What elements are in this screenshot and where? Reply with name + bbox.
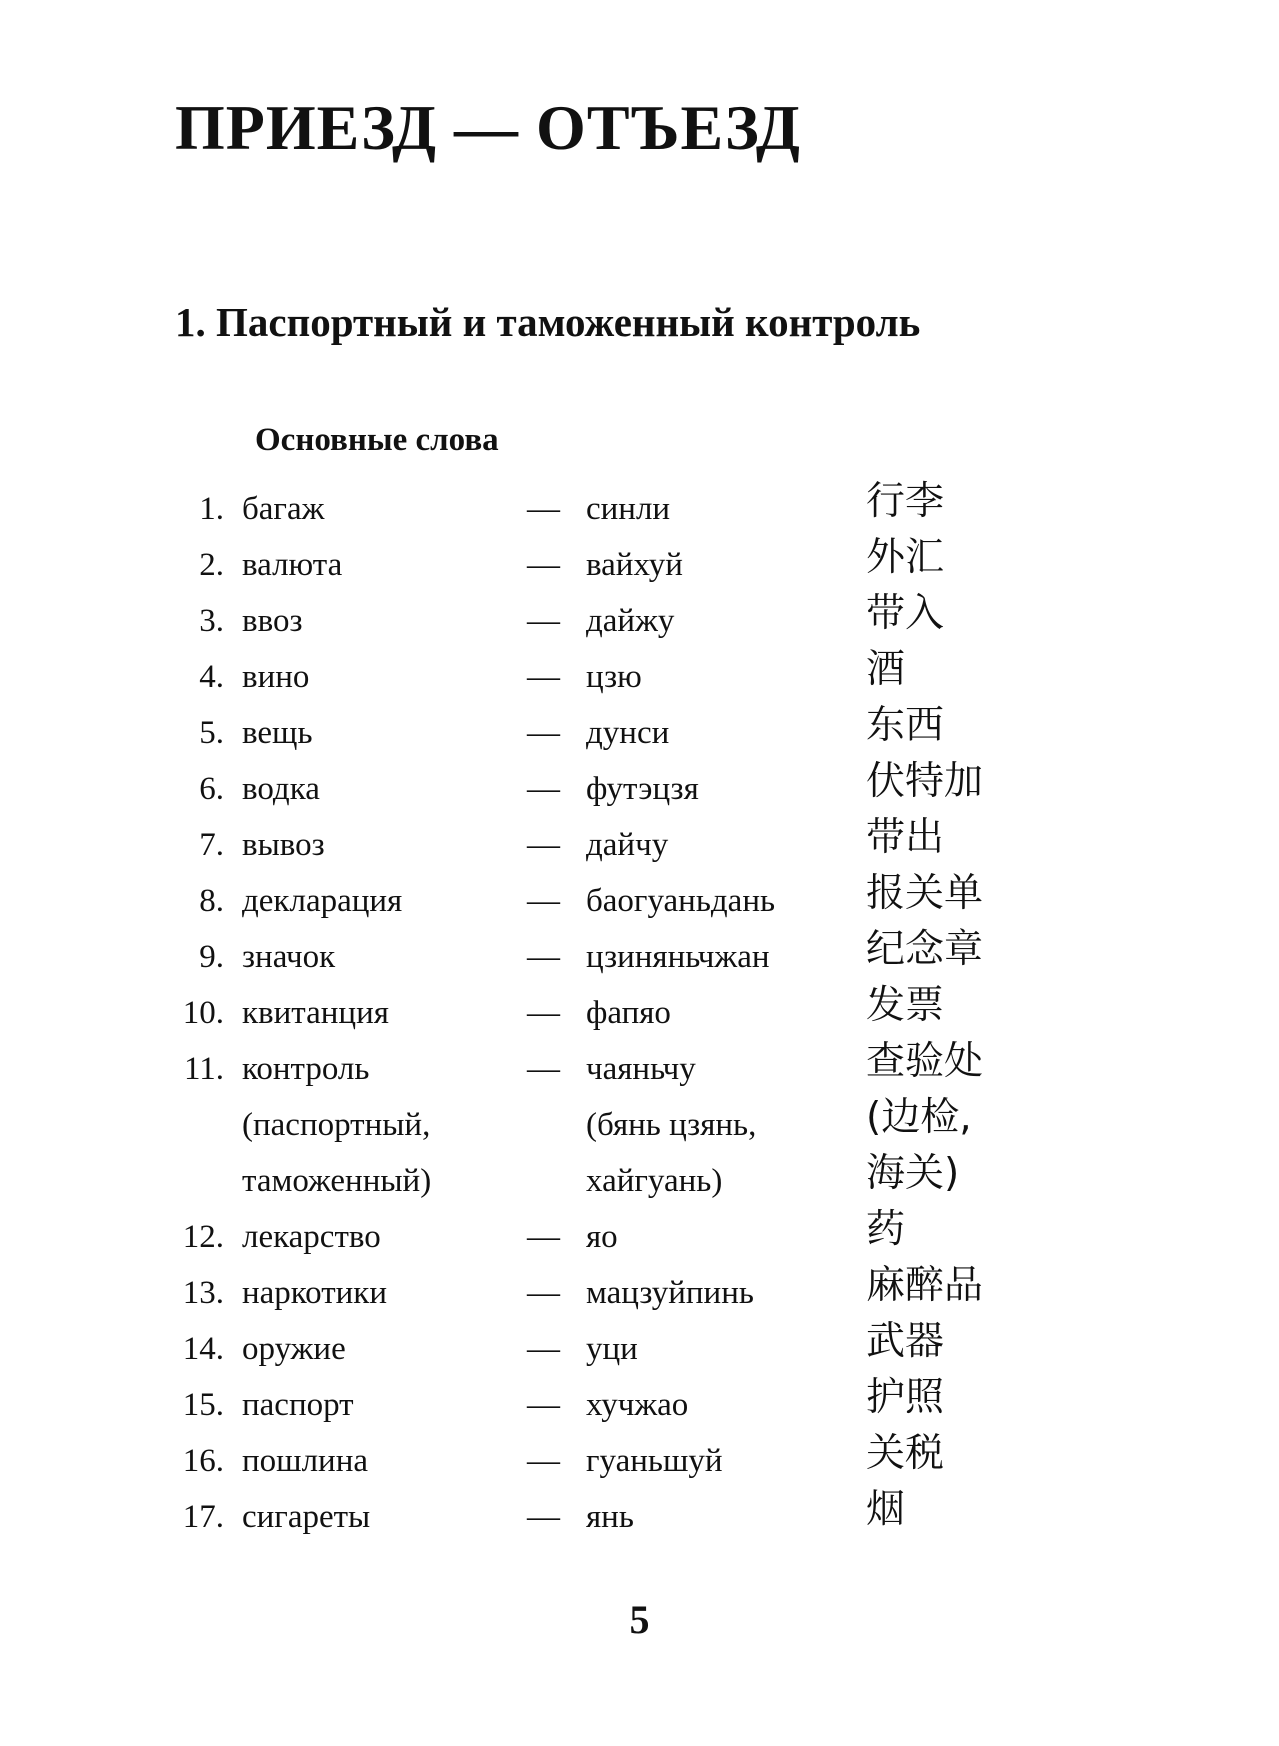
russian-word: вино (242, 659, 310, 695)
entry-number: 2. (199, 547, 224, 583)
chinese-word: 酒 (866, 647, 906, 692)
chinese-word: 烟 (866, 1487, 906, 1532)
russian-word: сигареты (242, 1499, 371, 1535)
dash-separator: — (527, 1219, 560, 1255)
page-number: 5 (629, 1597, 650, 1642)
transcription: цзиняньчжан (586, 939, 770, 975)
dash-separator: — (527, 715, 560, 751)
russian-word: паспорт (242, 1387, 354, 1423)
entry-number: 12. (182, 1219, 224, 1255)
vocab-row (0, 761, 1279, 817)
dash-separator: — (527, 1331, 560, 1367)
vocab-row (0, 705, 1279, 761)
chinese-word: 麻醉品 (866, 1263, 984, 1308)
chinese-word: 药 (866, 1207, 906, 1252)
subsection-title: Основные слова (255, 422, 499, 458)
entry-number: 6. (199, 771, 224, 807)
chinese-word: 带入 (866, 591, 945, 636)
russian-word: наркотики (242, 1275, 388, 1311)
chinese-word: 东西 (866, 703, 945, 748)
transcription: баогуаньдань (586, 883, 776, 919)
vocab-row (0, 1209, 1279, 1265)
entry-number: 11. (183, 1051, 224, 1087)
russian-word: вещь (242, 715, 313, 751)
dash-separator: — (527, 827, 560, 863)
entry-number: 5. (199, 715, 224, 751)
dash-separator: — (527, 1275, 560, 1311)
dash-separator: — (527, 995, 560, 1031)
vocab-row (0, 1433, 1279, 1489)
dash-separator: — (527, 603, 560, 639)
entry-number: 9. (199, 939, 224, 975)
russian-word: декларация (242, 883, 403, 919)
entry-number: 10. (182, 995, 224, 1031)
russian-word: багаж (242, 491, 325, 527)
chinese-word: 发票 (866, 983, 945, 1028)
chinese-word: 武器 (866, 1319, 945, 1364)
chapter-title: ПРИЕЗД — ОТЪЕЗД (175, 92, 801, 163)
chinese-word: 伏特加 (866, 759, 984, 804)
chinese-word: 护照 (866, 1375, 945, 1420)
vocab-row (0, 593, 1279, 649)
entry-number: 3. (199, 603, 224, 639)
chinese-word: 纪念章 (866, 927, 984, 972)
transcription: мацзуйпинь (586, 1275, 754, 1311)
dash-separator: — (527, 547, 560, 583)
entry-number: 13. (182, 1275, 224, 1311)
transcription: чаяньчу (бянь цзянь, хайгуань) (586, 1051, 757, 1199)
transcription: футэцзя (586, 771, 699, 807)
vocab-row (0, 481, 1279, 537)
dash-separator: — (527, 1499, 560, 1535)
vocab-row (0, 649, 1279, 705)
transcription: янь (586, 1499, 634, 1535)
vocabulary-list (0, 481, 1279, 1545)
dash-separator: — (527, 659, 560, 695)
entry-number: 17. (182, 1499, 224, 1535)
vocab-row (0, 817, 1279, 873)
transcription: уци (586, 1331, 638, 1367)
dash-separator: — (527, 1387, 560, 1423)
transcription: синли (586, 491, 671, 527)
entry-number: 7. (199, 827, 224, 863)
dash-separator: — (527, 939, 560, 975)
vocab-row (0, 537, 1279, 593)
russian-word: вывоз (242, 827, 325, 863)
russian-word: ввоз (242, 603, 303, 639)
russian-word: водка (242, 771, 320, 807)
vocab-row (0, 1489, 1279, 1545)
vocab-row (0, 1041, 1279, 1209)
russian-word: квитанция (242, 995, 389, 1031)
transcription: фапяо (586, 995, 671, 1031)
entry-number: 8. (199, 883, 224, 919)
entry-number: 1. (199, 491, 224, 527)
section-title: 1. Паспортный и таможенный контроль (175, 299, 921, 345)
russian-word: значок (242, 939, 336, 975)
transcription: хучжао (586, 1387, 689, 1423)
russian-word: пошлина (242, 1443, 369, 1479)
entry-number: 15. (182, 1387, 224, 1423)
transcription: яо (586, 1219, 618, 1255)
dash-separator: — (527, 1443, 560, 1479)
entry-number: 16. (182, 1443, 224, 1479)
vocab-row (0, 873, 1279, 929)
transcription: дунси (586, 715, 670, 751)
dash-separator: — (527, 491, 560, 527)
chinese-word: 外汇 (866, 535, 945, 580)
transcription: гуаньшуй (586, 1443, 723, 1479)
russian-word: оружие (242, 1331, 346, 1367)
chinese-word: 查验处 (边检, 海关) (866, 1039, 984, 1196)
vocab-row (0, 985, 1279, 1041)
dash-separator: — (527, 771, 560, 807)
vocab-row (0, 929, 1279, 985)
russian-word: контроль (паспортный, таможенный) (242, 1051, 432, 1199)
russian-word: лекарство (242, 1219, 381, 1255)
entry-number: 4. (199, 659, 224, 695)
transcription: вайхуй (586, 547, 683, 583)
dash-separator: — (527, 883, 560, 919)
transcription: дайчу (586, 827, 669, 863)
vocab-row (0, 1377, 1279, 1433)
chinese-word: 关税 (866, 1431, 945, 1476)
russian-word: валюта (242, 547, 343, 583)
transcription: цзю (586, 659, 642, 695)
chinese-word: 报关单 (866, 871, 984, 916)
dash-separator: — (527, 1051, 560, 1087)
vocab-row (0, 1265, 1279, 1321)
chinese-word: 带出 (866, 815, 945, 860)
entry-number: 14. (182, 1331, 224, 1367)
vocab-row (0, 1321, 1279, 1377)
transcription: дайжу (586, 603, 675, 639)
chinese-word: 行李 (866, 479, 945, 524)
